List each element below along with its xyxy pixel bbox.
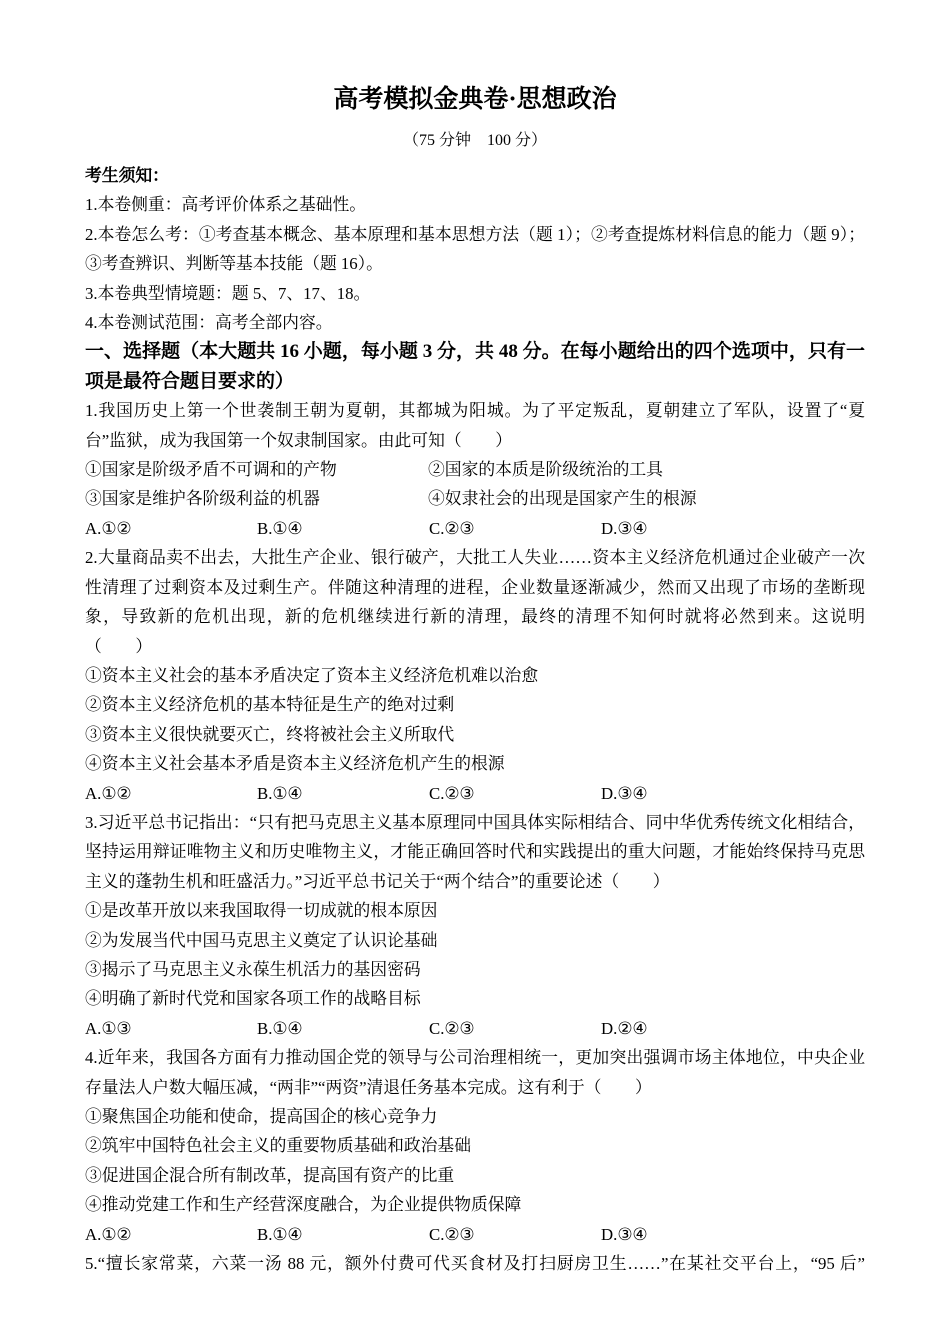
question-3-options-row [85, 1014, 865, 1043]
paper-subtitle: （75 分钟 100 分） [402, 132, 547, 149]
option-c: C.②③ [429, 1018, 475, 1038]
question-2 [85, 543, 865, 808]
statement-item-3: ③国家是维护各阶级利益的机器 [85, 489, 320, 509]
statement-item-1: ①国家是阶级矛盾不可调和的产物 [85, 460, 337, 480]
question-1-statement-row-1 [85, 455, 865, 484]
option-d: D.③④ [601, 783, 648, 803]
statement-item-4: ④奴隶社会的出现是国家产生的根源 [428, 489, 697, 509]
statement-item-3: ③资本主义很快就要灭亡，终将被社会主义所取代 [85, 724, 455, 744]
notice-heading: 考生须知： [85, 166, 169, 185]
option-a: A.①② [85, 1224, 132, 1244]
option-b: B.①④ [257, 1018, 303, 1038]
statement-item-2: ②国家的本质是阶级统治的工具 [428, 460, 663, 480]
statement-item-3: ③揭示了马克思主义永葆生机活力的基因密码 [85, 959, 421, 979]
question-1-options-row [85, 514, 865, 543]
statement-item-1: ①资本主义社会的基本矛盾决定了资本主义经济危机难以治愈 [85, 665, 539, 685]
question-1-stem: 1.我国历史上第一个世袭制王朝为夏朝，其都城为阳城。为了平定叛乱，夏朝建立了军队，设置了“夏台”监狱，成为我国第一个奴隶制国家。由此可知（ ） [85, 401, 865, 450]
option-b: B.①④ [257, 783, 303, 803]
statement-item-2: ②为发展当代中国马克思主义奠定了认识论基础 [85, 930, 438, 950]
option-d: D.②④ [601, 1018, 648, 1038]
statement-item-1: ①是改革开放以来我国取得一切成就的根本原因 [85, 901, 438, 921]
notice-item-4: 4.本卷测试范围：高考全部内容。 [85, 313, 333, 333]
option-b: B.①④ [257, 518, 303, 538]
question-4-options-row [85, 1220, 865, 1249]
question-1 [85, 396, 865, 543]
option-d: D.③④ [601, 518, 648, 538]
question-5-stem: 5.“擅长家常菜，六菜一汤 88 元，额外付费可代买食材及打扫厨房卫生……”在某社交平台上，“95 后” [85, 1254, 865, 1274]
option-d: D.③④ [601, 1224, 648, 1244]
section-heading: 一、选择题（本大题共 16 小题，每小题 3 分，共 48 分。在每小题给出的四个选项中，只有一项是最符合题目要求的） [85, 341, 865, 392]
question-5 [85, 1249, 865, 1278]
option-a: A.①② [85, 518, 132, 538]
question-2-options-row [85, 779, 865, 808]
question-2-stem: 2.大量商品卖不出去，大批生产企业、银行破产，大批工人失业……资本主义经济危机通过企业破产一次性清理了过剩资本及过剩生产。伴随这种清理的进程，企业数量逐渐减少，然而又出现了市场的垄断现象，导致新的危机出现，新的危机继续进行新的清理，最终的清理不知何时就将必然到来。这说明（ ） [85, 548, 865, 656]
option-a: A.①③ [85, 1018, 132, 1038]
question-4-stem: 4.近年来，我国各方面有力推动国企党的领导与公司治理相统一，更加突出强调市场主体地位，中央企业存量法人户数大幅压减，“两非”“两资”清退任务基本完成。这有利于（ ） [85, 1048, 865, 1097]
statement-item-1: ①聚焦国企功能和使命，提高国企的核心竞争力 [85, 1107, 438, 1126]
paper-body [85, 161, 865, 1278]
statement-item-2: ②筑牢中国特色社会主义的重要物质基础和政治基础 [85, 1136, 471, 1156]
option-c: C.②③ [429, 1224, 475, 1244]
statement-item-3: ③促进国企混合所有制改革，提高国有资产的比重 [85, 1165, 455, 1185]
question-3-stem: 3.习近平总书记指出：“只有把马克思主义基本原理同中国具体实际相结合、同中华优秀传统文化相结合，坚持运用辩证唯物主义和历史唯物主义，才能正确回答时代和实践提出的重大问题，才能始终保持马克思主义的蓬勃生机和旺盛活力。”习近平总书记关于“两个结合”的重要论述（ ） [85, 812, 865, 891]
statement-item-4: ④明确了新时代党和国家各项工作的战略目标 [85, 989, 421, 1009]
question-1-statement-row-2 [85, 484, 865, 513]
option-c: C.②③ [429, 518, 475, 538]
question-3 [85, 808, 865, 1043]
option-c: C.②③ [429, 783, 475, 803]
paper-title: 高考模拟金典卷·思想政治 [333, 86, 617, 113]
option-a: A.①② [85, 783, 132, 803]
notice-item-1: 1.本卷侧重：高考评价体系之基础性。 [85, 195, 367, 215]
statement-item-4: ④资本主义社会基本矛盾是资本主义经济危机产生的根源 [85, 754, 505, 774]
option-b: B.①④ [257, 1224, 303, 1244]
question-4 [85, 1043, 865, 1249]
statement-item-2: ②资本主义经济危机的基本特征是生产的绝对过剩 [85, 695, 455, 715]
notice-item-3: 3.本卷典型情境题：题 5、7、17、18。 [85, 283, 371, 303]
statement-item-4: ④推动党建工作和生产经营深度融合，为企业提供物质保障 [85, 1195, 522, 1215]
notice-item-2: 2.本卷怎么考：①考查基本概念、基本原理和基本思想方法（题 1）；②考查提炼材料信息的能力（题 9）；③考查辨识、判断等基本技能（题 16）。 [85, 224, 865, 274]
